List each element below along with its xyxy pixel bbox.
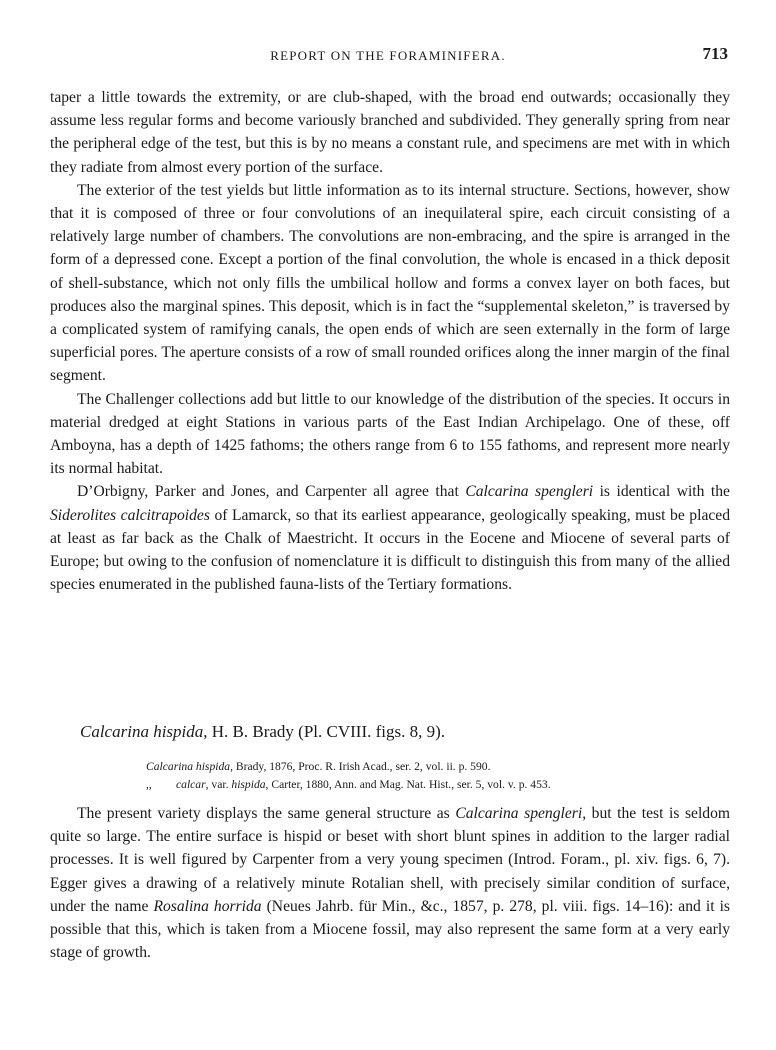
- species-authority: , H. B. Brady (Pl. CVIII. figs. 8, 9).: [203, 722, 446, 741]
- ditto-mark: ,,: [146, 778, 152, 791]
- species-name: Calcarina hispida: [80, 722, 204, 741]
- synonym-variety: hispida: [231, 778, 266, 791]
- text-run: (Neues Jahrb. für Min., &c., 1857, p. 278, pl. viii. figs. 14–16): and it is possible that this, which is taken from a Miocene fossil, may also represent the same form at a very early stage of growth.: [50, 897, 730, 962]
- text-run: The present variety displays the same general structure as: [77, 805, 456, 822]
- synonym-name: Calcarina hispida: [146, 760, 231, 773]
- text-run: , but the test is seldom quite so large. The entire surface is hispid or beset with short blunt spines in addition to the larger radial processes. It is well figured by Carpenter from a very young specimen (Introd. Foram., pl. xiv. figs. 6, 7). Egger gives a drawing of a relatively minute Rotalian shell, with precisely similar condition of surface, under the name: [50, 805, 731, 915]
- paragraph-variety-description: [50, 802, 730, 964]
- paragraph-synonymy-discussion: [50, 480, 730, 596]
- page-number: 713: [702, 44, 728, 63]
- main-text-block: [50, 86, 730, 596]
- synonymy-entry: [146, 758, 551, 776]
- synonymy-entry: [146, 776, 551, 794]
- taxon-name: Siderolites calcitrapoides: [50, 506, 210, 524]
- taxon-name: Calcarina spengleri: [465, 483, 594, 501]
- running-title: REPORT ON THE FORAMINIFERA.: [270, 48, 506, 63]
- species-heading: [80, 722, 445, 742]
- synonym-citation: , Brady, 1876, Proc. R. Irish Acad., ser. 2, vol. ii. p. 590.: [230, 760, 491, 773]
- paragraph-distribution: The Challenger collections add but little to our knowledge of the distribution of the species. It occurs in material dredged at eight Stations in various parts of the East Indian Archipelago. One of these, off Amboyna, has a depth of 1425 fathoms; the others range from 6 to 155 fathoms, and represent more nearly its normal habitat.: [50, 390, 730, 478]
- synonymy-list: [146, 758, 551, 794]
- text-run: of Lamarck, so that its earliest appearance, geologically speaking, must be placed at least as far back as the Chalk of Maestricht. It occurs in the Eocene and Miocene of several parts of Europe; but owing to the confusion of nomenclature it is difficult to distinguish this from many of the allied species enumerated in the published fauna-lists of the Tertiary formations.: [50, 506, 730, 594]
- text-run: D’Orbigny, Parker and Jones, and Carpenter all agree that: [77, 483, 466, 501]
- running-head: [48, 44, 728, 68]
- taxon-name: Calcarina spengleri: [455, 805, 583, 822]
- paragraph-continued: taper a little towards the extremity, or are club-shaped, with the broad end outwards; occasionally they assume less regular forms and become variously branched and subdivided. They generally spring from near the peripheral edge of the test, but this is by no means a constant rule, and specimens are met with in which they radiate from almost every portion of the surface.: [50, 89, 730, 176]
- synonym-citation: , Carter, 1880, Ann. and Mag. Nat. Hist., ser. 5, vol. v. p. 453.: [265, 778, 551, 791]
- synonym-citation: , var.: [205, 778, 232, 791]
- synonym-name: calcar: [176, 778, 206, 791]
- paragraph-structure: The exterior of the test yields but little information as to its internal structure. Sections, however, show that it is composed of three or four convolutions of an inequilateral spire, each circuit consisting of a relatively large number of chambers. The convolutions are non-embracing, and the spire is arranged in the form of a depressed cone. Except a portion of the final convolution, the whole is encased in a thick deposit of shell-substance, which not only fills the umbilical hollow and forms a convex layer on both faces, but produces also the marginal spines. This deposit, which is in fact the “supplemental skeleton,” is traversed by a complicated system of ramifying canals, the open ends of which are seen externally in the form of large superficial pores. The aperture consists of a row of small rounded orifices along the inner margin of the final segment.: [50, 181, 730, 385]
- variety-text-block: [50, 802, 730, 964]
- text-run: is identical with the: [593, 483, 730, 501]
- taxon-name: Rosalina horrida: [153, 897, 262, 915]
